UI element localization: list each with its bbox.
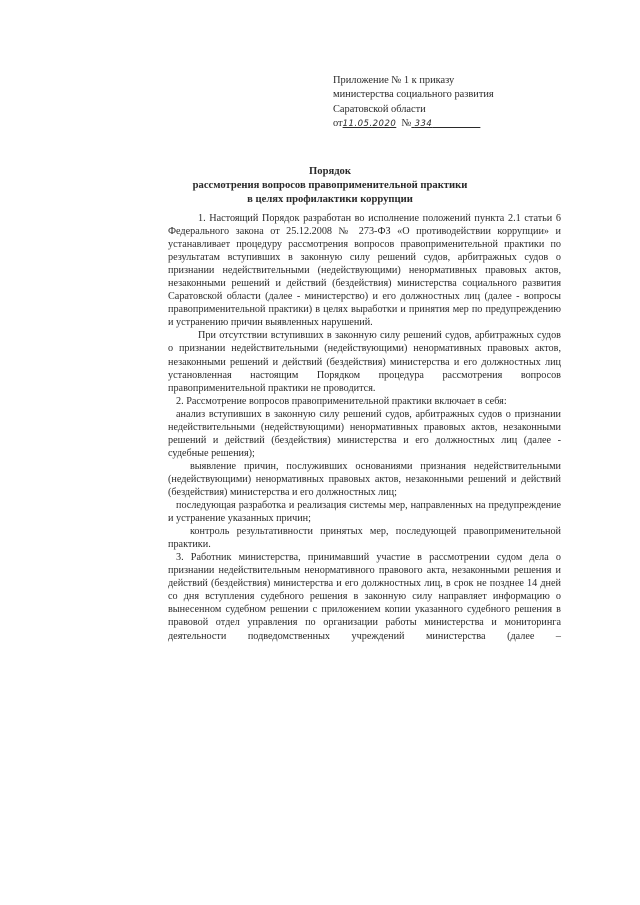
handwritten-date: 11.05.2020 (342, 118, 397, 129)
list-item-identification: выявление причин, послуживших основаниями признания недействительными (недействующими) ненормативных правовых актов, незаконными решений и действий (бездействия) министерства и его должностных лиц; (168, 460, 561, 498)
approval-block (333, 74, 553, 131)
paragraph-3: 2. Рассмотрение вопросов правоприменительной практики включает в себя: (176, 395, 507, 407)
title-line-2: рассмотрения вопросов правоприменительной практики (192, 180, 468, 191)
paragraph-4: 3. Работник министерства, принимавший участие в рассмотрении судом дела о признании недействительным ненормативного правового акта, незаконными решения и действий (бездействия) министерства и его должностных лиц, в срок не позднее 14 дней со дня вступления судебного решения в законную силу направляет информацию о вынесенном судебном решении с приложением копии указанного судебного решения в правовой отдел управления по организации работы министерства и мониторинга деятельности подведомственных учреждений министерства (далее – (168, 552, 561, 642)
list-item-control: контроль результативности принятых мер, последующей правоприменительной практики. (168, 526, 561, 551)
paragraph-1: 1. Настоящий Порядок разработан во исполнение положений пункта 2.1 статьи 6 Федерального закона от 25.12.2008 № 273-ФЗ «О противодействии коррупции» и устанавливает процедуру рассмотрения вопросов правоприменительной практики по результатам вступивших в законную силу решений судов, арбитражных судов о признании недействительными (недействующими) ненормативных правовых актов, незаконными решений и действий (бездействия) министерства социального развития Саратовской области (далее - министерство) и его должностных лиц (далее - вопросы правоприменительной практики) в целях выработки и принятия мер по предупреждению и устранению причин выявленных нарушений. (168, 213, 561, 329)
list-item-development: последующая разработка и реализация системы мер, направленных на предупреждение и устранение указанных причин; (168, 500, 561, 525)
handwritten-number (411, 119, 480, 129)
approval-line-1: Приложение № 1 к приказу (333, 75, 455, 86)
title-line-1: Порядок (309, 166, 351, 177)
list-item-analysis: анализ вступивших в законную силу решений судов, арбитражных судов о признании недействительными (недействующими) ненормативных правовых актов, незаконными решений и действий (бездействия) министерства и его должностных лиц (далее - судебные решения); (168, 408, 561, 459)
date-prefix: от (333, 117, 343, 129)
approval-line-2: министерства социального развития (333, 89, 494, 101)
document-body (168, 212, 561, 643)
title-line-3: в целях профилактики коррупции (247, 194, 413, 205)
document-title (140, 165, 520, 207)
paragraph-2: При отсутствии вступивших в законную силу решений судов, арбитражных судов о признании недействительными (недействующими) ненормативных правовых актов, незаконными решений и действий (бездействия) министерства и его должностных лиц установленная настоящим Порядком процедура рассмотрения вопросов правоприменительной практики не проводится. (168, 330, 561, 394)
number-prefix: № (401, 117, 412, 129)
approval-line-3: Саратовской области (333, 103, 426, 115)
number-value: 334 (414, 118, 433, 129)
approval-date-line (333, 117, 553, 131)
